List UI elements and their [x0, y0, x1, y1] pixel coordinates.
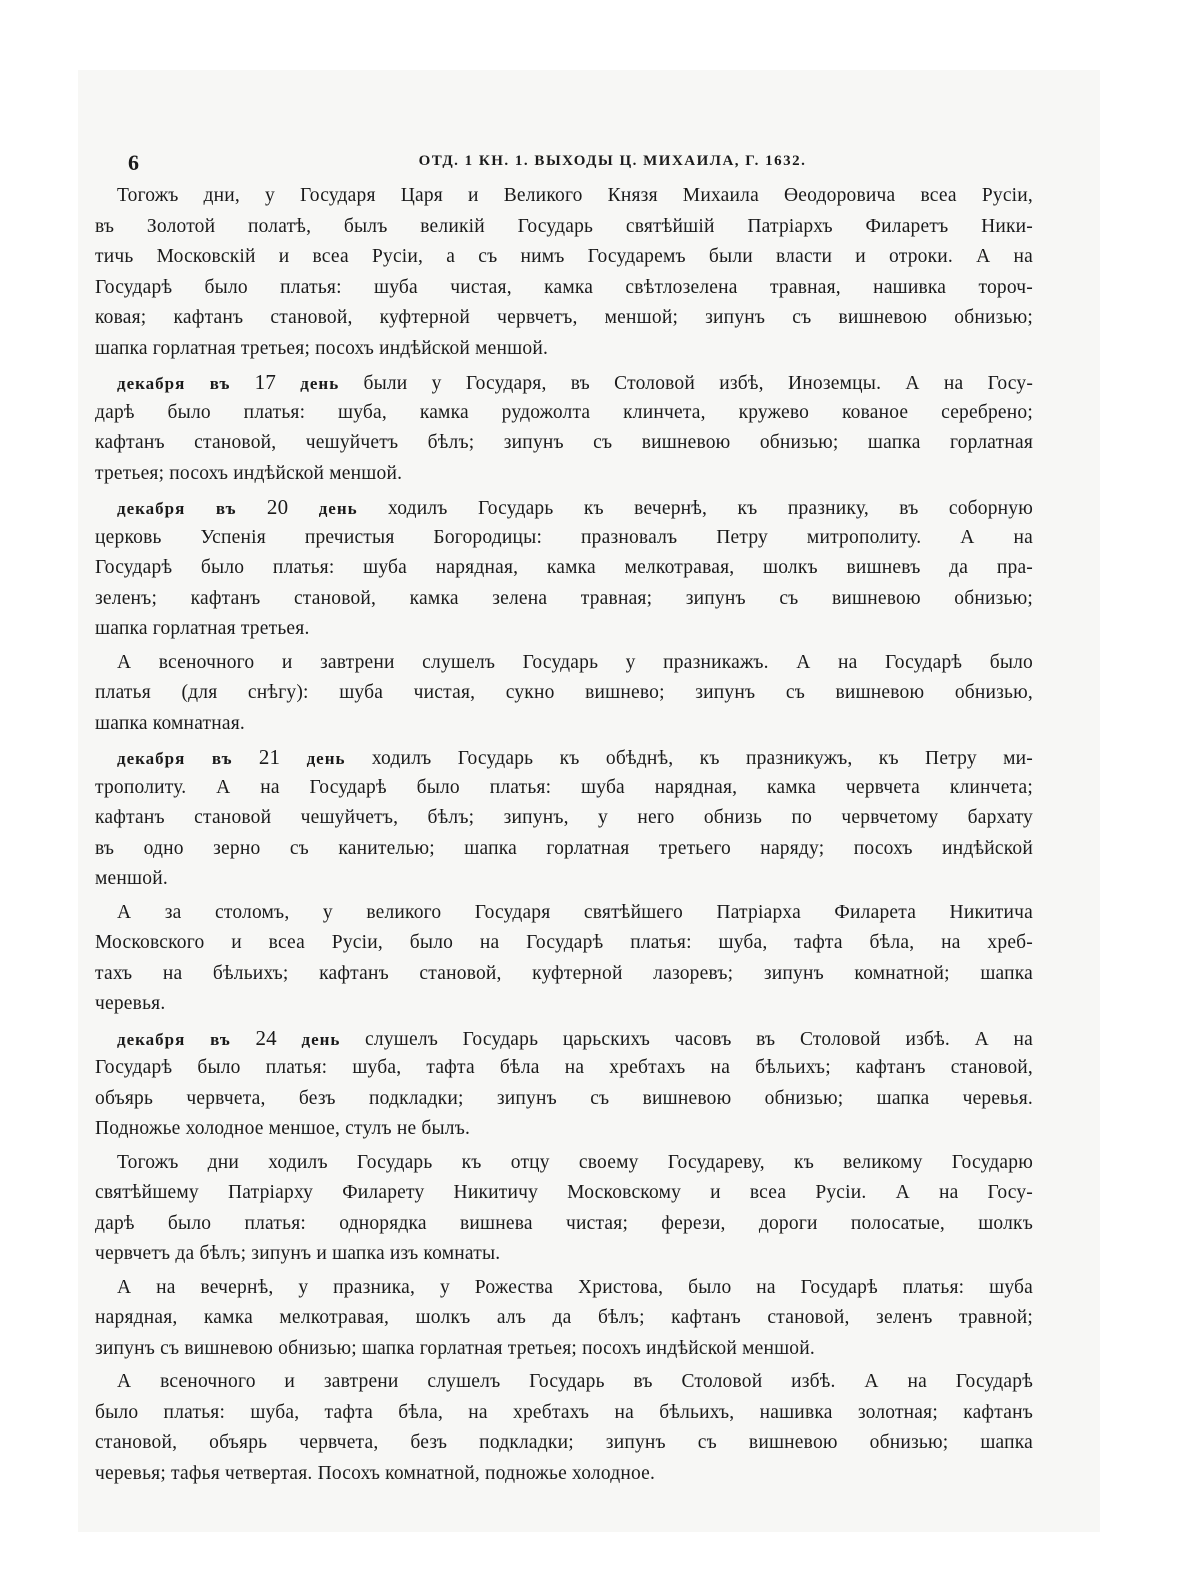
line-text: дарѣ было платья: однорядка вишнева чистая; ферези, дороги полосатые, шолкъ: [95, 1212, 1033, 1234]
paragraph: [95, 1148, 1033, 1273]
line-text: ходилъ Государь къ обѣднѣ, къ празникужъ, къ Петру ми-: [371, 748, 1033, 769]
text-line: [95, 273, 1033, 304]
paragraph: [95, 181, 1033, 367]
text-line: [95, 1178, 1033, 1209]
line-text: Тогожъ дни ходилъ Государь къ отцу своему Государеву, къ великому Государю: [117, 1151, 1033, 1173]
paragraph: [95, 648, 1033, 743]
paragraph: [95, 1273, 1033, 1368]
date-lead: декабря въ: [117, 374, 231, 393]
date-number: 20: [266, 495, 289, 519]
date-word: день: [301, 1029, 341, 1049]
line-text: церковь Успенія пречистыя Богородицы: празновалъ Петру митрополиту. А на: [95, 526, 1033, 548]
text-line: [95, 803, 1033, 834]
line-text: слушелъ Государь царьскихъ часовъ въ Столовой избѣ. А на: [365, 1028, 1033, 1050]
line-text: третьея; посохъ индѣйской меншой.: [95, 462, 403, 484]
date-number: 24: [255, 1025, 277, 1050]
text-line: [95, 1148, 1033, 1179]
line-text: шапка комнатная.: [95, 712, 246, 734]
line-text: меншой.: [95, 868, 168, 889]
line-text: въ Золотой полатѣ, былъ великій Государь святѣйшій Патріархъ Филаретъ Ники-: [95, 215, 1033, 237]
text-line: [95, 212, 1033, 243]
date-word: день: [318, 499, 358, 518]
line-text: Государѣ было платья: шуба чистая, камка свѣтлозелена травная, нашивка тороч-: [95, 276, 1033, 298]
text-line: [95, 678, 1033, 709]
paragraph: [95, 898, 1033, 1023]
line-text: кафтанъ становой чешуйчетъ, бѣлъ; зипунъ, у него обнизь по червчетому бархату: [95, 807, 1033, 828]
document-body: [95, 181, 1033, 1492]
line-text: кафтанъ становой, чешуйчетъ бѣлъ; зипунъ съ вишневою обнизью; шапка горлатная: [95, 432, 1033, 453]
text-line: [95, 523, 1033, 554]
text-line: [95, 584, 1033, 615]
text-line: [95, 959, 1033, 990]
line-text: черевья; тафья четвертая. Посохъ комнатной, подножье холодное.: [95, 1462, 656, 1484]
date-lead: декабря въ: [117, 499, 237, 518]
line-text: были у Государя, въ Столовой избѣ, Иноземцы. А на Госу-: [363, 373, 1034, 394]
text-line: [95, 303, 1033, 334]
date-number: 21: [258, 745, 281, 769]
text-line: [95, 834, 1033, 865]
paragraph: [95, 742, 1033, 898]
running-header: [120, 150, 1065, 176]
text-line: [95, 428, 1033, 459]
text-line: [95, 459, 1033, 490]
line-text: А всеночного и завтрени слушелъ Государь у празникажъ. А на Государѣ было: [117, 651, 1033, 673]
line-text: Московского и всеа Русіи, было на Государѣ платья: шуба, тафта бѣла, на хреб-: [95, 932, 1033, 953]
text-line: [95, 614, 1033, 645]
line-text: было платья: шуба, тафта бѣла, на хребтахъ на бѣльихъ, нашивка золотная; кафтанъ: [95, 1401, 1033, 1423]
line-text: Государѣ было платья: шуба нарядная, камка мелкотравая, шолкъ вишневъ да пра-: [95, 557, 1033, 578]
date-lead: декабря въ: [117, 749, 233, 768]
line-text: черевья.: [95, 993, 166, 1014]
date-word: день: [300, 374, 340, 393]
text-line: [95, 1398, 1033, 1429]
line-text: Подножье холодное меншое, стулъ не былъ.: [95, 1118, 471, 1139]
line-text: въ одно зерно съ канителью; шапка горлатная третьего наряду; посохъ индѣйской: [95, 837, 1033, 859]
line-text: шапка горлатная третьея; посохъ индѣйской меншой.: [95, 337, 549, 359]
paragraph: [95, 1367, 1033, 1492]
text-line: [95, 398, 1033, 429]
paragraph: [95, 1023, 1033, 1148]
line-text: становой, объярь червчета, безъ подкладки; зипунъ съ вишневою обнизью; шапка: [95, 1432, 1033, 1453]
text-line: [95, 553, 1033, 584]
text-line: [95, 742, 1033, 773]
line-text: А на вечернѣ, у празника, у Рожества Христова, было на Государѣ платья: шуба: [117, 1276, 1033, 1298]
date-word: день: [306, 749, 346, 768]
text-line: [95, 1239, 1033, 1270]
text-line: [95, 1367, 1033, 1398]
line-text: червчетъ да бѣлъ; зипунъ и шапка изъ комнаты.: [95, 1243, 501, 1264]
line-text: А за столомъ, у великого Государя святѣйшего Патріарха Филарета Никитича: [117, 901, 1033, 923]
line-text: ходилъ Государь къ вечернѣ, къ празнику, въ соборную: [388, 498, 1034, 519]
text-line: [95, 1334, 1033, 1365]
text-line: [95, 242, 1033, 273]
text-line: [95, 1209, 1033, 1240]
paragraph: [95, 367, 1033, 492]
line-text: А всеночного и завтрени слушелъ Государь въ Столовой избѣ. А на Государѣ: [117, 1371, 1033, 1392]
line-text: шапка горлатная третьея.: [95, 618, 310, 639]
line-text: Государѣ было платья: шуба, тафта бѣла на хребтахъ на бѣльихъ; кафтанъ становой,: [95, 1057, 1033, 1078]
text-line: [95, 1114, 1033, 1145]
page-number: 6: [128, 150, 139, 175]
line-text: Тогожъ дни, у Государя Царя и Великого Князя Михаила Өеодоровича всеа Русіи,: [117, 185, 1033, 206]
line-text: зеленъ; кафтанъ становой, камка зелена травная; зипунъ съ вишневою обнизью;: [95, 587, 1033, 609]
text-line: [95, 181, 1033, 212]
text-line: [95, 1273, 1033, 1304]
text-line: [95, 1053, 1033, 1084]
line-text: святѣйшему Патріарху Филарету Никитичу Московскому и всеа Русіи. А на Госу-: [95, 1182, 1033, 1203]
line-text: нарядная, камка мелкотравая, шолкъ алъ да бѣлъ; кафтанъ становой, зеленъ травной;: [95, 1307, 1033, 1328]
line-text: объярь червчета, безъ подкладки; зипунъ съ вишневою обнизью; шапка черевья.: [95, 1087, 1033, 1109]
text-line: [95, 334, 1033, 365]
line-text: дарѣ было платья: шуба, камка рудожолта клинчета, кружево кованое серебрено;: [95, 401, 1033, 423]
text-line: [95, 1084, 1033, 1115]
line-text: ковая; кафтанъ становой, куфтерной червчетъ, меншой; зипунъ съ вишневою обнизью;: [95, 307, 1033, 328]
paragraph-gap: [95, 1489, 1033, 1492]
text-line: [95, 928, 1033, 959]
text-line: [95, 367, 1033, 398]
line-text: зипунъ съ вишневою обнизью; шапка горлатная третьея; посохъ индѣйской меншой.: [95, 1337, 815, 1359]
text-line: [95, 1459, 1033, 1490]
text-line: [95, 709, 1033, 740]
text-line: [95, 648, 1033, 679]
line-text: тахъ на бѣльихъ; кафтанъ становой, куфтерной лазоревъ; зипунъ комнатной; шапка: [95, 962, 1033, 984]
header-title: ОТД. 1 КН. 1. ВЫХОДЫ Ц. МИХАИЛА, Г. 1632.: [418, 153, 807, 169]
text-line: [95, 773, 1033, 804]
text-line: [95, 1428, 1033, 1459]
text-line: [95, 492, 1033, 523]
line-text: платья (для снѣгу): шуба чистая, сукно вишнево; зипунъ съ вишневою обнизью,: [95, 682, 1033, 703]
text-line: [95, 1303, 1033, 1334]
date-number: 17: [254, 370, 277, 394]
text-line: [95, 989, 1033, 1020]
text-line: [95, 898, 1033, 929]
date-lead: декабря въ: [117, 1029, 231, 1049]
text-line: [95, 1023, 1033, 1054]
line-text: трополиту. А на Государѣ было платья: шуба нарядная, камка червчета клинчета;: [95, 776, 1033, 798]
line-text: тичь Московскій и всеа Русіи, а съ нимъ Государемъ были власти и отроки. А на: [95, 246, 1033, 267]
text-line: [95, 864, 1033, 895]
paragraph: [95, 492, 1033, 648]
